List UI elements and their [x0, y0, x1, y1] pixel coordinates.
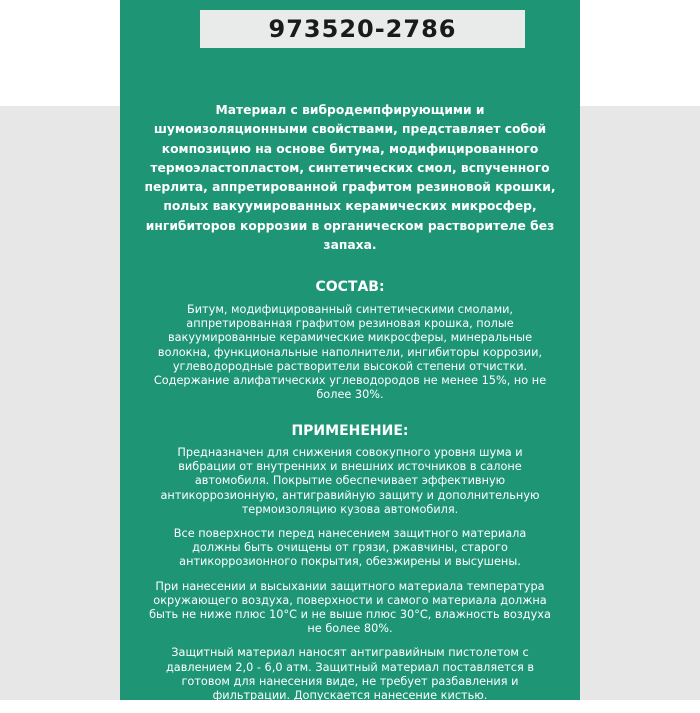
application-paragraph: При нанесении и высыхании защитного материала температура окружающего воздуха, поверхности и самого материала должна быть не ниже плюс 10°C и не выше плюс 30°C, влажность воздуха не более 80%.	[149, 579, 551, 636]
product-code: 973520-2786	[200, 10, 525, 48]
material-description: Материал с вибродемпфирующими и шумоизоляционными свойствами, представляет собой композицию на основе битума, модифицированного термоэластопластом, синтетических смол, вспученного перлита, аппретированной графитом резиновой крошки, полых вакуумированных керамических микросфер, ингибиторов коррозии в органическом растворителе без запаха.	[144, 103, 556, 253]
composition-text	[148, 303, 552, 412]
composition-paragraph: Битум, модифицированный синтетическими смолами, аппретированная графитом резиновая крошка, полые вакуумированные керамические микросферы, минеральные волокна, функциональные наполнители, ингибиторы коррозии, углеводородные растворители высокой степени отчистки. Содержание алифатических углеводородов не менее 15%, но не более 30%.	[153, 303, 547, 402]
application-heading: ПРИМЕНЕНИЕ:	[291, 423, 409, 439]
application-paragraph: Все поверхности перед нанесением защитного материала должны быть очищены от грязи, ржавчины, старого антикоррозионного покрытия, обезжирены и высушены.	[173, 527, 527, 569]
application-paragraph: Защитный материал наносят антигравийным пистолетом с давлением 2,0 - 6,0 атм. Защитный материал поставляется в готовом для нанесения виде, не требует разбавления и фильтрации. Допускается нанесение кистью.	[165, 646, 534, 703]
application-text	[148, 446, 552, 713]
application-paragraph: Предназначен для снижения совокупного уровня шума и вибрации от внутренних и внешних источников в салоне автомобиля. Покрытие обеспечивает эффективную антикоррозионную, антигравийную защиту и дополнительную термоизоляцию кузова автомобиля.	[160, 446, 540, 516]
composition-heading: СОСТАВ:	[315, 279, 385, 295]
product-info-panel	[120, 0, 580, 703]
